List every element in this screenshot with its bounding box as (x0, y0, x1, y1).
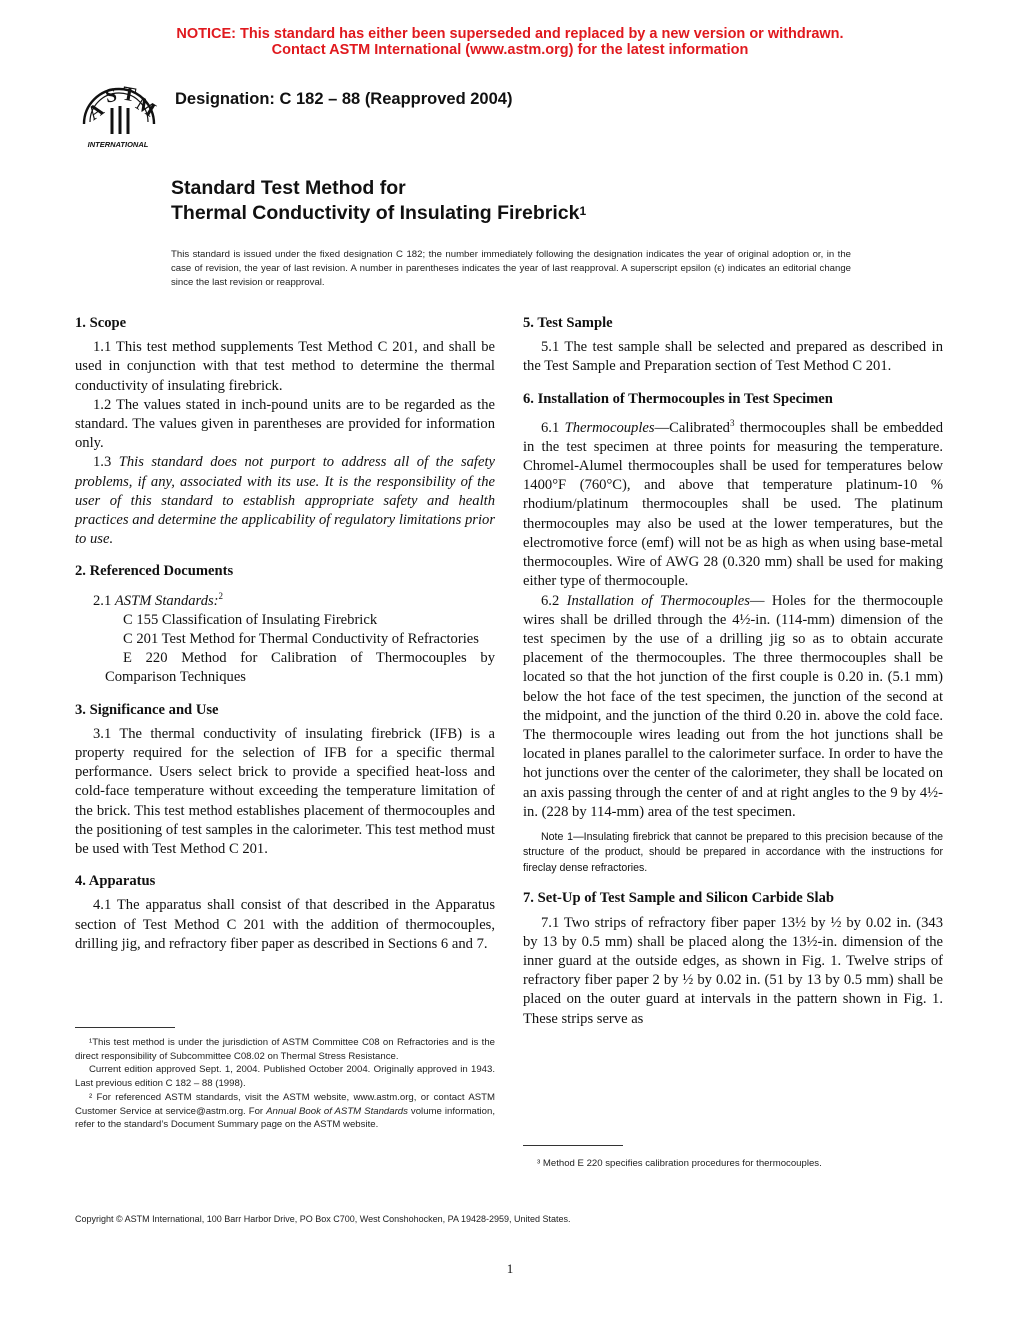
paragraph-6-1-term: Thermocouples (564, 419, 655, 436)
svg-text:S: S (103, 83, 119, 108)
paragraph-6-2-term: Installation of Thermocouples (566, 592, 750, 609)
footnote-2-italic: Annual Book of ASTM Standards (266, 1105, 408, 1117)
section-4-heading: 4. Apparatus (75, 873, 156, 890)
section-6-heading: 6. Installation of Thermocouples in Test Specimen (523, 390, 833, 407)
footnote-1-edition: Current edition approved Sept. 1, 2004. Published October 2004. Originally approved in 1943. Last previous edition C 182 – 88 (1998). (75, 1064, 495, 1090)
left-column (75, 314, 495, 954)
footnote-2-text-a: ² For referenced ASTM standards, visit the ASTM website, www.astm.org, or contact ASTM Customer Service at service@astm.org. For (75, 1091, 495, 1117)
paragraph-6-2 (523, 592, 943, 822)
paragraph-1-3 (75, 453, 495, 549)
footnote-2-text-b: volume information, refer to the standard’s Document Summary page on the ASTM website. (75, 1105, 495, 1131)
footnote-1: ¹This test method is under the jurisdiction of ASTM Committee C08 on Refractories and is the direct responsibility of Subcommittee C08.02 on Thermal Stress Resistance. (75, 1037, 495, 1062)
notice-line-1: NOTICE: This standard has either been superseded and replaced by a new version or withdrawn. (176, 26, 844, 42)
paragraph-3-1: 3.1 The thermal conductivity of insulating firebrick (IFB) is a property required for the selection of IFB for a specific thermal performance. Users select brick to provide a specified heat-loss and cold-face temperature without exceeding the temperature limitation of the brick. This test method establishes placement of thermocouples and the positioning of test samples in the calorimeter. This test method must be used with Test Method C 201. (75, 725, 495, 857)
title-line-2 (171, 201, 586, 226)
section-1-heading: 1. Scope (75, 315, 127, 331)
notice-line-2: Contact ASTM International (www.astm.org) for the latest information (271, 42, 749, 58)
footnote-3: ³ Method E 220 specifies calibration procedures for thermocouples. (537, 1158, 822, 1169)
document-title (171, 176, 586, 226)
reference-e220: E 220 Method for Calibration of Thermocouples by Comparison Techniques (105, 650, 495, 686)
paragraph-7-1: 7.1 Two strips of refractory fiber paper 13½ by ½ by 0.02 in. (343 by 13 by 0.5 mm) shall be placed along the 13½-in. dimension of the inner guard at the outside edges, as shown in Fig. 1. Twelve strips of refractory fiber paper 2 by ½ by 0.02 in. (51 by 13 by 0.5 mm) shall be placed on the outer guard at intervals in the pattern shown in Fig. 1. These strips serve as (523, 914, 943, 1027)
section-2-heading: 2. Referenced Documents (75, 563, 234, 580)
reference-c155: C 155 Classification of Insulating Firebrick (123, 611, 378, 628)
note-1: Note 1—Insulating firebrick that cannot be prepared to this precision because of the structure of the product, should be prepared in accordance with the instructions for fireclay dense refractories. (523, 830, 943, 874)
paragraph-6-1 (523, 414, 943, 592)
paragraph-6-1-text-a: —Calibrated (654, 419, 730, 436)
footnote-marker-3: 3 (729, 417, 735, 428)
paragraph-1-1: 1.1 This test method supplements Test Method C 201, and shall be used in conjunction with that test method to determine the thermal conductivity of insulating firebrick. (75, 339, 495, 394)
paragraph-1-2: 1.2 The values stated in inch-pound units are to be regarded as the standard. The values given in parentheses are provided for information only. (75, 396, 495, 452)
copyright: Copyright © ASTM International, 100 Barr Harbor Drive, PO Box C700, West Conshohocken, PA 19428-2959, United States. (75, 1214, 571, 1224)
paragraph-5-1: 5.1 The test sample shall be selected and prepared as described in the Test Sample and Preparation section of Test Method C 201. (523, 339, 943, 375)
astm-logo (76, 78, 162, 150)
designation: Designation: C 182 – 88 (Reapproved 2004) (175, 90, 513, 108)
astm-logo-graphic (76, 78, 162, 150)
footnote-2 (75, 1091, 495, 1132)
footnote-rule-left (75, 1027, 175, 1028)
svg-text:M: M (131, 92, 160, 122)
footnotes-right (523, 1157, 943, 1171)
reference-c201: C 201 Test Method for Thermal Conductivity of Refractories (123, 630, 479, 647)
preamble: This standard is issued under the fixed designation C 182; the number immediately following the designation indicates the year of original adoption or, in the case of revision, the year of last revision. A number in parentheses indicates the year of last reapproval. A superscript epsilon (ϵ) indicates an editorial change since the last revision or reapproval. (171, 249, 851, 288)
title-footnote-marker: 1 (579, 204, 587, 218)
section-3-heading: 3. Significance and Use (75, 701, 219, 718)
paragraph-6-1-num: 6.1 (541, 419, 565, 436)
svg-text:T: T (120, 82, 138, 107)
paragraph-2-1-num: 2.1 (93, 592, 115, 609)
paragraph-1-3-num: 1.3 (93, 454, 119, 471)
title-line-1: Standard Test Method for (171, 177, 406, 199)
paragraph-6-2-text: — Holes for the thermocouple wires shall be drilled through the 4½-in. (114-mm) dimension of the test specimen by the use of a drilling jig so as to obtain accurate placement of the thermocouples. The three thermocouples shall be located so that the hot junction of the first couple is 0.20 in. (5.1 mm) below the hot face of the test specimen, the junction of the second at the midpoint, and the junction of the third 0.20 in. above the cold face. The thermocouple wires leading out from the hot junctions shall be located in planes parallel to the calorimeter surface. In order to have the hot junctions over the center of the calorimeter, they shall be located on an axis passing through the center of and at right angles to the 9 by 4½-in. (228 by 114-mm) area of the test specimen. (523, 592, 944, 820)
section-7-heading: 7. Set-Up of Test Sample and Silicon Carbide Slab (523, 890, 834, 907)
right-column (523, 314, 943, 1029)
section-5-heading: 5. Test Sample (523, 315, 613, 331)
paragraph-2-1 (75, 587, 495, 611)
paragraph-6-1-text-b: thermocouples shall be embedded in the test specimen at three points for measuring the temperature. Chromel-Alumel thermocouples shall be used for temperatures below 1400°F (760°C), and above that temperature platinum-10 % rhodium/platinum thermocouples shall be used. The platinum thermocouples may also be used at the lower temperatures, but the electromotive force (emf) will not be as high as when using base-metal thermocouples. Wire of AWG 28 (0.320 mm) shall be used for making either type of thermocouple. (523, 419, 943, 590)
page-number: 1 (506, 1261, 514, 1276)
footnote-rule-right (523, 1145, 623, 1146)
paragraph-2-1-text: ASTM Standards: (114, 592, 219, 609)
footnotes-left (75, 1036, 495, 1132)
withdrawal-notice (0, 26, 1020, 58)
title-line-2-text: Thermal Conductivity of Insulating Firebrick (171, 202, 580, 224)
paragraph-6-2-num: 6.2 (541, 592, 567, 609)
logo-text: INTERNATIONAL (87, 140, 149, 149)
footnote-marker-2: 2 (218, 590, 224, 601)
svg-text:A: A (83, 98, 109, 125)
paragraph-1-3-text: This standard does not purport to address all of the safety problems, if any, associated with its use. It is the responsibility of the user of this standard to establish appropriate safety and health practices and determine the applicability of regulatory limitations prior to use. (75, 454, 495, 548)
paragraph-4-1: 4.1 The apparatus shall consist of that described in the Apparatus section of Test Method C 201 with the addition of thermocouples, drilling jig, and refractory fiber paper as described in Sections 6 and 7. (75, 897, 495, 952)
